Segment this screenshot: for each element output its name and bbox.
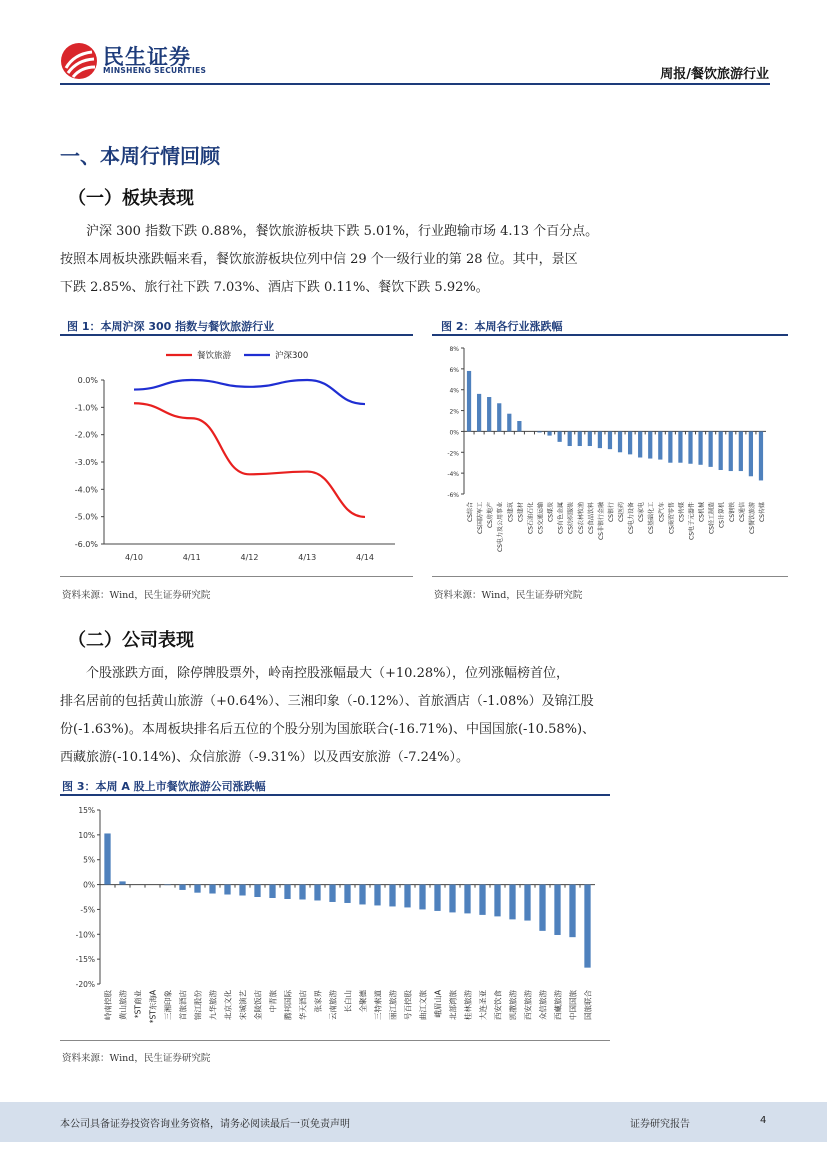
bar: [497, 403, 501, 431]
x-tick-label: CS银行: [607, 502, 615, 522]
figure-1-title: 图 1：本周沪深 300 指数与餐饮旅游行业: [67, 320, 275, 333]
bar: [209, 885, 215, 894]
bar: [668, 431, 672, 462]
x-tick-label: CS计算机: [718, 502, 726, 528]
x-tick-label: CS电力设备: [628, 502, 636, 534]
x-tick-label: 4/11: [182, 553, 201, 562]
y-tick-label: -15%: [75, 955, 95, 965]
bar: [119, 881, 125, 884]
bar: [729, 431, 733, 471]
x-tick-label: 三湘印象: [163, 990, 173, 1020]
y-tick-label: 0%: [449, 429, 459, 437]
x-tick-label: CS传媒: [758, 502, 766, 522]
bar: [479, 885, 485, 915]
para-line: 下跌 2.85%、旅行社下跌 7.03%、酒店下跌 0.11%、餐饮下跌 5.92%。: [60, 280, 489, 295]
y-tick-label: 0.0%: [77, 376, 98, 385]
bar: [494, 885, 500, 917]
subsection-title-company: （二）公司表现: [68, 630, 194, 651]
x-tick-label: 首旅酒店: [178, 990, 188, 1020]
x-tick-label: CS轻工制造: [708, 502, 716, 534]
bar: [759, 431, 763, 480]
bar: [698, 431, 702, 464]
paragraph-sector: [60, 218, 772, 302]
paragraph-company: [60, 660, 772, 772]
x-tick-label: CS有色金属: [557, 502, 565, 534]
para-line: 个股涨跌方面，除停牌股票外，岭南控股涨幅最大（+10.28%），位列涨幅榜首位，: [86, 666, 569, 681]
x-tick-label: 4/13: [298, 553, 317, 562]
x-tick-label: 丽江旅游: [388, 990, 398, 1020]
legend-label: 餐饮旅游: [197, 351, 232, 361]
bar: [578, 431, 582, 446]
bar: [224, 885, 230, 895]
x-tick-label: 众信旅游: [538, 990, 548, 1020]
x-tick-label: CS餐饮旅游: [748, 502, 756, 534]
y-tick-label: 10%: [78, 830, 95, 840]
figure-3-title: 图 3：本周 A 股上市餐饮旅游公司涨跌幅: [62, 780, 266, 793]
y-tick-label: -1.0%: [74, 403, 98, 413]
bar: [749, 431, 753, 476]
x-tick-label: 西安旅游: [523, 990, 533, 1020]
figure-3-bottom-rule: [60, 1040, 610, 1041]
bar: [618, 431, 622, 452]
figure-2-bar-chart: [432, 338, 788, 574]
figure-1-source: 资料来源：Wind，民生证券研究院: [62, 590, 211, 601]
x-tick-label: *ST东海A: [148, 990, 158, 1024]
bar: [477, 394, 481, 432]
bar: [314, 885, 320, 901]
x-tick-label: 长白山: [343, 990, 353, 1013]
x-tick-label: CS建材: [517, 502, 525, 522]
bar: [487, 397, 491, 431]
bar: [584, 885, 590, 968]
x-tick-label: 黄山旅游: [118, 990, 128, 1020]
y-tick-label: -20%: [75, 980, 95, 989]
x-tick-label: 号百控股: [403, 990, 413, 1020]
bar: [524, 885, 530, 921]
x-tick-label: 中青旅: [268, 990, 278, 1013]
x-tick-label: 国旅联合: [583, 990, 593, 1020]
bar: [554, 885, 560, 935]
para-line: 份(-1.63%)。本周板块排名后五位的个股分别为国旅联合(-16.71%)、中国国旅(-10.58%)、: [60, 722, 596, 737]
bar: [194, 885, 200, 893]
bar: [709, 431, 713, 466]
bar: [284, 885, 290, 899]
bar: [568, 431, 572, 446]
bar: [164, 885, 170, 886]
x-tick-label: 西安饮食: [493, 990, 503, 1020]
x-tick-label: CS交通运输: [537, 502, 545, 534]
x-tick-label: CS电子元器件: [688, 502, 696, 540]
bar: [569, 885, 575, 938]
x-tick-label: 曲江文旅: [418, 990, 428, 1020]
x-tick-label: 三特索道: [373, 990, 383, 1020]
figure-2-title: 图 2：本周各行业涨跌幅: [441, 320, 563, 333]
bar: [404, 885, 410, 908]
x-tick-label: 桂林旅游: [463, 990, 473, 1020]
figure-2-rule: [432, 334, 788, 336]
x-tick-label: CS综合: [467, 502, 475, 522]
x-tick-label: 北京文化: [223, 990, 233, 1020]
bar: [467, 371, 471, 431]
header-divider: [60, 83, 770, 85]
x-tick-label: CS电力及公用事业: [497, 502, 505, 552]
bar: [598, 431, 602, 448]
bar: [719, 431, 723, 470]
x-tick-label: 张家界: [313, 990, 323, 1013]
bar: [434, 885, 440, 911]
bar: [269, 885, 275, 898]
x-tick-label: *ST商业: [133, 990, 143, 1019]
section-title: 一、本周行情回顾: [60, 144, 220, 168]
bar: [104, 833, 110, 884]
x-tick-label: 西藏旅游: [553, 990, 563, 1020]
figure-2-source: 资料来源：Wind，民生证券研究院: [434, 590, 583, 601]
figure-1-bottom-rule: [60, 576, 413, 577]
x-tick-label: CS煤炭: [547, 502, 555, 522]
y-tick-label: 5%: [83, 855, 95, 865]
figure-1-rule: [60, 334, 413, 336]
bar: [688, 431, 692, 463]
x-tick-label: 大连圣亚: [478, 990, 488, 1020]
bar: [678, 431, 682, 462]
para-line: 西藏旅游(-10.14%)、众信旅游（-9.31%）以及西安旅游（-7.24%）。: [60, 750, 469, 765]
x-tick-label: CS通信: [738, 502, 746, 522]
y-tick-label: 4%: [449, 387, 459, 395]
bar: [638, 431, 642, 457]
y-tick-label: -4.0%: [74, 485, 98, 495]
logo-subtext: MINSHENG SECURITIES: [103, 66, 207, 75]
x-tick-label: CS汽车: [658, 502, 666, 522]
logo-text: 民生证券: [103, 45, 191, 69]
para-line: 沪深 300 指数下跌 0.88%，餐饮旅游板块下跌 5.01%，行业跑输市场 4.13 个百分点。: [86, 224, 599, 239]
bar: [254, 885, 260, 897]
bar: [558, 431, 562, 441]
y-tick-label: -10%: [75, 930, 95, 940]
y-tick-label: 15%: [78, 806, 95, 815]
y-tick-label: 8%: [449, 346, 459, 353]
bar: [608, 431, 612, 449]
x-tick-label: CS农林牧渔: [577, 502, 585, 534]
x-tick-label: CS房地产: [487, 502, 495, 528]
bar: [329, 885, 335, 902]
bar: [658, 431, 662, 459]
bar: [588, 431, 592, 446]
x-tick-label: CS石油石化: [527, 502, 535, 534]
bar: [359, 885, 365, 905]
y-tick-label: 2%: [449, 408, 459, 416]
series-line-2: [134, 380, 365, 404]
x-tick-label: CS商贸零售: [668, 502, 676, 534]
x-tick-label: 金陵饭店: [253, 990, 263, 1020]
x-tick-label: 凯撒旅游: [508, 990, 518, 1020]
page-number: 4: [760, 1115, 767, 1126]
y-tick-label: -5.0%: [74, 512, 98, 522]
x-tick-label: 华天酒店: [298, 990, 308, 1020]
x-tick-label: 宋城演艺: [238, 990, 248, 1020]
bar: [389, 885, 395, 907]
series-line-1: [134, 403, 365, 517]
bar: [628, 431, 632, 454]
y-tick-label: -2.0%: [74, 430, 98, 440]
x-tick-label: CS机械: [698, 502, 706, 522]
figure-3-rule: [60, 794, 610, 796]
para-line: 按照本周板块涨跌幅来看，餐饮旅游板块位列中信 29 个一级行业的第 28 位。其中，景区: [60, 252, 578, 267]
bar: [739, 431, 743, 471]
x-tick-label: CS医药: [618, 502, 626, 522]
x-tick-label: CS传媒: [678, 502, 686, 522]
footer-disclaimer: 本公司具备证券投资咨询业务资格，请务必阅读最后一页免责声明: [60, 1119, 350, 1130]
x-tick-label: 九华旅游: [208, 990, 218, 1020]
x-tick-label: 4/12: [240, 553, 259, 562]
x-tick-label: CS建筑: [507, 502, 515, 522]
x-tick-label: 腾邦国际: [283, 990, 293, 1020]
x-tick-label: CS基础化工: [648, 502, 656, 534]
x-tick-label: 4/14: [356, 553, 374, 562]
bar: [648, 431, 652, 458]
figure-2-bottom-rule: [432, 576, 788, 577]
figure-3-source: 资料来源：Wind，民生证券研究院: [62, 1053, 211, 1064]
x-tick-label: CS纺织服装: [567, 502, 575, 534]
x-tick-label: 中国国旅: [568, 990, 578, 1020]
x-tick-label: 岭南控股: [103, 990, 113, 1020]
x-tick-label: 云南旅游: [328, 990, 338, 1020]
x-tick-label: CS非银行金融: [597, 502, 605, 540]
bar: [419, 885, 425, 910]
x-tick-label: 全聚德: [358, 990, 368, 1013]
bar: [547, 431, 551, 435]
bar: [464, 885, 470, 914]
figure-3-bar-chart: [60, 798, 610, 1038]
x-tick-label: 峨眉山A: [433, 990, 443, 1018]
bar: [239, 885, 245, 896]
y-tick-label: 0%: [83, 880, 95, 890]
x-tick-label: 锦江股份: [193, 990, 203, 1020]
x-tick-label: CS家电: [638, 502, 646, 522]
footer-report-type: 证券研究报告: [630, 1119, 690, 1130]
y-tick-label: -3.0%: [74, 458, 98, 467]
bar: [449, 885, 455, 913]
y-tick-label: -5%: [80, 905, 95, 915]
para-line: 排名居前的包括黄山旅游（+0.64%）、三湘印象（-0.12%）、首旅酒店（-1.08%）及锦江股: [60, 694, 594, 709]
bar: [374, 885, 380, 906]
y-tick-label: -6.0%: [74, 540, 98, 549]
bar: [179, 885, 185, 890]
bar: [299, 885, 305, 900]
y-tick-label: 6%: [449, 366, 459, 374]
y-tick-label: -2%: [447, 450, 459, 458]
x-tick-label: 4/10: [125, 553, 143, 562]
bar: [509, 885, 515, 920]
bar: [517, 421, 521, 431]
report-tag: 周报/餐饮旅游行业: [660, 67, 769, 82]
bar: [344, 885, 350, 903]
legend-label: 沪深300: [275, 351, 309, 361]
bar: [537, 431, 541, 432]
figure-1-line-chart: [60, 338, 413, 574]
bar: [507, 414, 511, 432]
bar: [539, 885, 545, 931]
logo-icon: [60, 42, 98, 80]
subsection-title-sector: （一）板块表现: [68, 188, 194, 209]
y-tick-label: -6%: [447, 492, 459, 499]
x-tick-label: CS国防军工: [477, 502, 485, 534]
y-tick-label: -4%: [447, 471, 459, 479]
x-tick-label: CS钢铁: [728, 502, 736, 522]
x-tick-label: CS食品饮料: [587, 502, 595, 534]
x-tick-label: 北部湾旅: [448, 990, 458, 1020]
